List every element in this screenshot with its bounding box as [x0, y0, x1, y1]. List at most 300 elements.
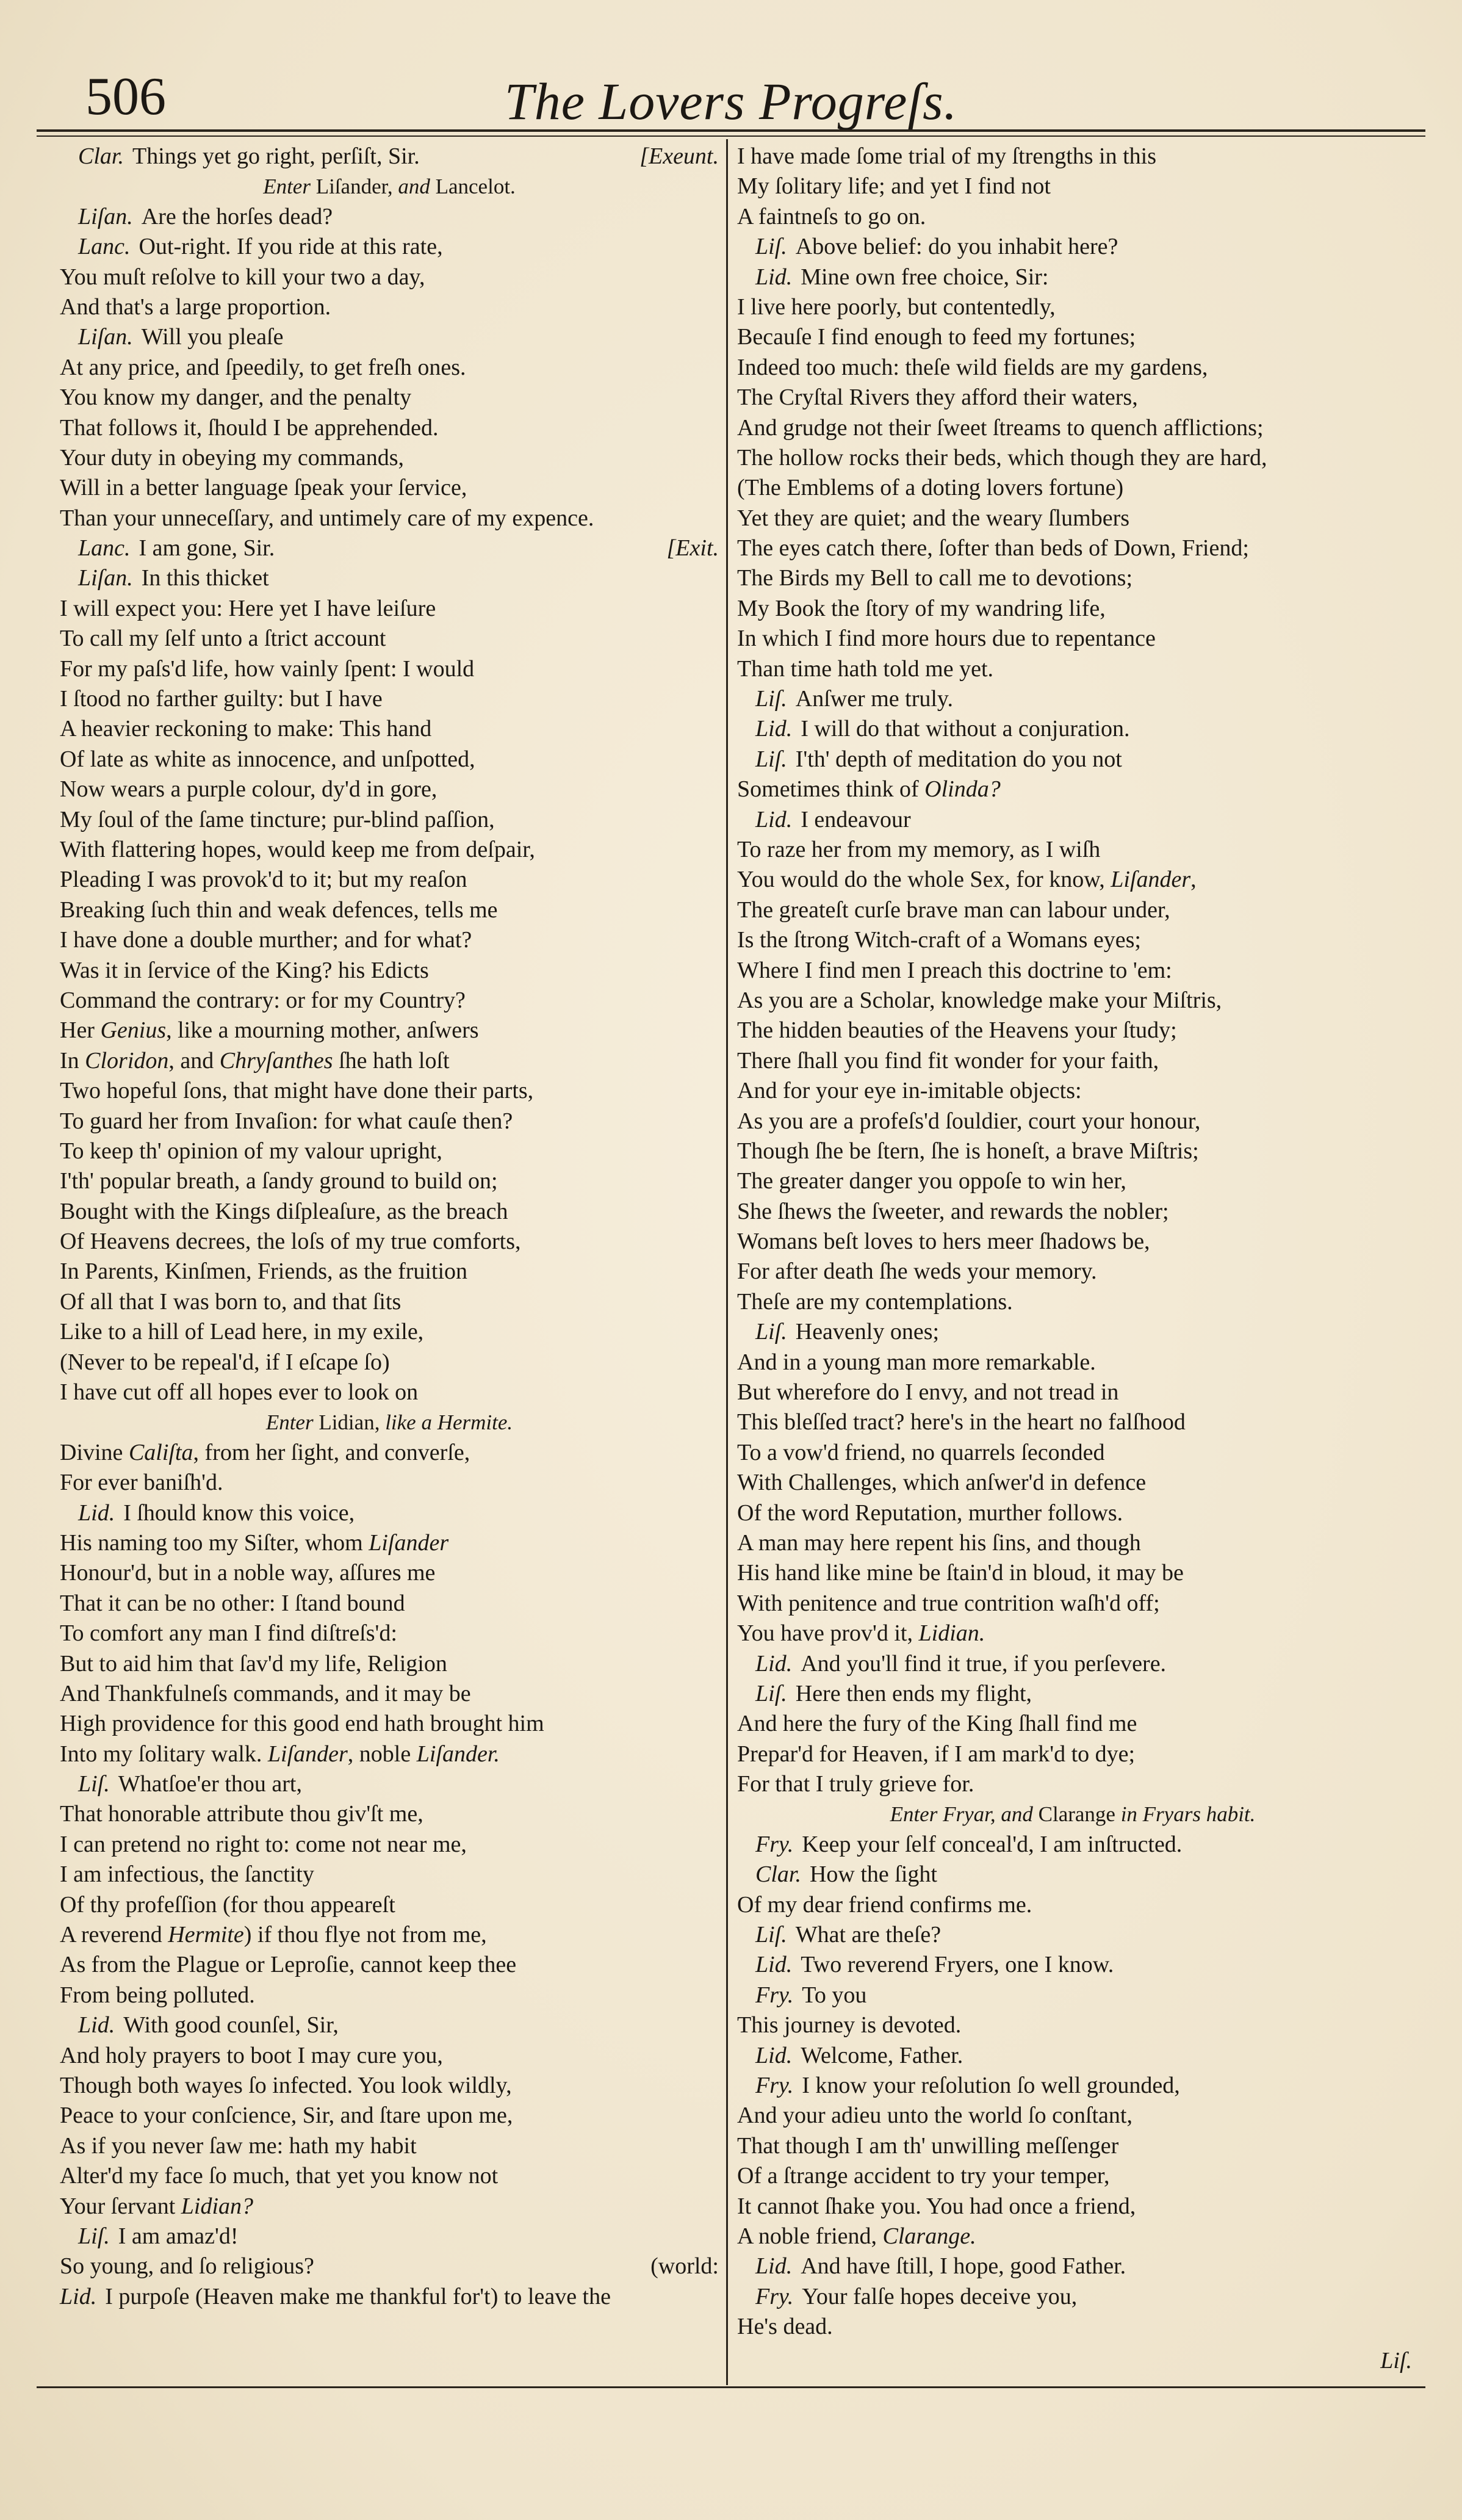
line-text: ſhe hath loſt	[333, 1047, 450, 1074]
left-column	[60, 142, 719, 2312]
stage-direction-text: and	[398, 175, 436, 199]
line-text: There ſhall you find fit wonder for your faith,	[737, 1047, 1159, 1074]
line-text: Sometimes think of	[737, 776, 925, 803]
speaker-prefix: Lid.	[755, 2253, 793, 2280]
line-text: And that's a large proportion.	[60, 294, 331, 320]
speaker-prefix: Liſ.	[755, 234, 787, 260]
line-text: I ſhould know this voice,	[123, 1500, 355, 1526]
line-text: Than your unneceſſary, and untimely care of my expence.	[60, 505, 594, 531]
verse-line	[60, 1468, 719, 1498]
exit-direction: [Exeunt.	[639, 143, 719, 169]
speaker-prefix: Liſ.	[755, 1922, 787, 1948]
line-text: His hand like mine be ſtain'd in bloud, it may be	[737, 1560, 1184, 1586]
verse-line	[60, 745, 719, 774]
line-text: My ſolitary life; and yet I find not	[737, 173, 1051, 200]
line-text: Your falſe hopes deceive you,	[802, 2283, 1078, 2309]
line-text: That though I am th' unwilling meſſenger	[737, 2132, 1119, 2159]
line-text: , like a mourning mother, anſwers	[166, 1017, 479, 1044]
line-text: In	[60, 1047, 85, 1074]
line-text: She ſhews the ſweeter, and rewards the nobler;	[737, 1198, 1169, 1224]
speaker-prefix: Liſ.	[78, 1771, 110, 1797]
line-text: I purpoſe (Heaven make me thankful for't) to leave the	[105, 2283, 611, 2309]
verse-line	[737, 2131, 1408, 2161]
verse-line	[737, 1136, 1408, 1166]
verse-line	[737, 865, 1408, 895]
stage-direction-text: Enter Fryar,	[890, 1802, 1001, 1827]
verse-line	[737, 563, 1408, 593]
verse-line	[60, 232, 719, 262]
verse-line	[737, 443, 1408, 473]
verse-line	[60, 2222, 719, 2251]
line-text: You have prov'd it,	[737, 1620, 919, 1647]
line-text: My ſoul of the ſame tincture; pur-blind paſſion,	[60, 806, 495, 832]
line-text: That honorable attribute thou giv'ſt me,	[60, 1801, 423, 1827]
stage-direction-text: in Fryars habit.	[1120, 1802, 1256, 1827]
line-text: Out-right. If you ride at this rate,	[139, 234, 443, 260]
speaker-prefix: Liſ.	[755, 746, 787, 772]
line-text: Of thy profeſſion (for thou appeareſt	[60, 1891, 395, 1918]
verse-line	[60, 1438, 719, 1468]
speaker-prefix: Fry.	[755, 2073, 794, 2098]
verse-line	[60, 1498, 719, 1528]
verse-line	[737, 232, 1408, 262]
verse-line	[60, 1799, 719, 1829]
verse-line	[737, 202, 1408, 232]
column-divider	[726, 139, 728, 2385]
line-text: How the ſight	[809, 1861, 937, 1888]
verse-line	[737, 2010, 1408, 2040]
line-text: Indeed too much: theſe wild fields are my gardens,	[737, 354, 1208, 380]
line-text: I am gone, Sir.	[139, 535, 275, 561]
speaker-prefix: Lid.	[60, 2283, 97, 2309]
line-text: With Challenges, which anſwer'd in defence	[737, 1470, 1147, 1496]
speaker-prefix: Lid.	[755, 1650, 793, 1677]
verse-line	[60, 714, 719, 744]
line-text: Things yet go right, perſiſt, Sir.	[132, 143, 420, 169]
line-text: Heavenly ones;	[795, 1319, 940, 1345]
verse-line	[737, 986, 1408, 1016]
line-text: Keep your ſelf conceal'd, I am inſtructed.	[802, 1831, 1183, 1857]
verse-line	[737, 1468, 1408, 1498]
verse-line	[737, 2251, 1408, 2281]
verse-line	[60, 142, 719, 171]
verse-line	[737, 684, 1408, 714]
verse-line	[737, 2161, 1408, 2191]
verse-line	[60, 533, 719, 563]
verse-line	[737, 895, 1408, 925]
line-text: Liſander	[1111, 867, 1191, 893]
verse-line	[737, 1166, 1408, 1196]
line-text: With penitence and true contrition waſh'd off;	[737, 1590, 1160, 1616]
line-text: Of a ſtrange accident to try your temper,	[737, 2163, 1110, 2189]
line-text: To you	[802, 1982, 867, 2008]
verse-line	[737, 2192, 1408, 2222]
line-text: I will expect you: Here yet I have leiſure	[60, 595, 436, 621]
verse-line	[60, 986, 719, 1016]
line-text: You would do the whole Sex, for know,	[737, 867, 1111, 893]
line-text: Is the ſtrong Witch-craft of a Womans eyes;	[737, 927, 1141, 953]
header-rule-thin	[37, 135, 1425, 137]
speaker-prefix: Lanc.	[78, 535, 131, 561]
line-text: Above belief: do you inhabit here?	[795, 234, 1118, 260]
verse-line	[737, 1046, 1408, 1076]
verse-line	[60, 353, 719, 383]
line-text: You muſt reſolve to kill your two a day,	[60, 264, 425, 290]
verse-line	[737, 835, 1408, 865]
line-text: From being polluted.	[60, 1982, 255, 2008]
stage-direction-text: Lidian,	[319, 1410, 386, 1435]
verse-line	[60, 443, 719, 473]
verse-line	[60, 322, 719, 352]
verse-line	[737, 1830, 1408, 1860]
line-text: (Never to be repeal'd, if I eſcape ſo)	[60, 1349, 390, 1375]
line-text: I know your reſolution ſo well grounded,	[802, 2073, 1180, 2098]
line-text: And Thankfulneſs commands, and it may be	[60, 1680, 471, 1706]
line-text: , noble	[347, 1741, 417, 1767]
verse-line	[60, 1709, 719, 1739]
line-text: Lidian.	[918, 1620, 985, 1647]
verse-line	[60, 594, 719, 624]
line-text: And have ſtill, I hope, good Father.	[801, 2253, 1126, 2280]
verse-line	[737, 714, 1408, 744]
line-text: I can pretend no right to: come not near me,	[60, 1831, 467, 1857]
line-text: The eyes catch there, ſofter than beds of Down, Friend;	[737, 535, 1249, 561]
line-text: Theſe are my contemplations.	[737, 1288, 1013, 1315]
line-text: A reverend	[60, 1922, 168, 1948]
line-text: Welcome, Father.	[801, 2042, 963, 2068]
line-text: A man may here repent his ſins, and though	[737, 1529, 1141, 1556]
line-text: Anſwer me truly.	[795, 686, 953, 712]
line-text: I have cut off all hopes ever to look on	[60, 1379, 419, 1406]
verse-line	[737, 1920, 1408, 1950]
verse-line	[737, 1498, 1408, 1528]
line-text: Like to a hill of Lead here, in my exile,	[60, 1319, 424, 1345]
line-text: Of the word Reputation, murther follows.	[737, 1500, 1123, 1526]
verse-line	[737, 1649, 1408, 1679]
verse-line	[60, 1257, 719, 1287]
line-text: Genius	[100, 1017, 167, 1044]
line-text: Prepar'd for Heaven, if I am mark'd to dye;	[737, 1741, 1136, 1767]
speaker-prefix: Liſan.	[78, 565, 133, 591]
line-text: Peace to your conſcience, Sir, and ſtare upon me,	[60, 2103, 513, 2129]
turnover-text: (world:	[650, 2253, 719, 2280]
verse-line	[737, 1860, 1408, 1890]
line-text: I am amaz'd!	[118, 2223, 239, 2249]
verse-line	[737, 1528, 1408, 1558]
verse-line	[60, 895, 719, 925]
verse-line	[60, 2101, 719, 2131]
line-text: Though ſhe be ſtern, ſhe is honeſt, a brave Miſtris;	[737, 1138, 1199, 1164]
verse-line	[737, 1317, 1408, 1347]
line-text: But wherefore do I envy, and not tread in	[737, 1379, 1119, 1406]
verse-line	[737, 262, 1408, 292]
verse-line	[60, 262, 719, 292]
line-text: The greater danger you oppoſe to win her,	[737, 1168, 1126, 1194]
line-text: Bought with the Kings diſpleaſure, as the breach	[60, 1198, 508, 1224]
line-text: Clarange.	[882, 2223, 976, 2249]
verse-line	[737, 1287, 1408, 1317]
verse-line	[60, 202, 719, 232]
verse-line	[60, 1107, 719, 1136]
speaker-prefix: Liſan.	[78, 324, 133, 350]
line-text: My Book the ſtory of my wandring life,	[737, 595, 1106, 621]
verse-line	[60, 1377, 719, 1407]
verse-line	[737, 1197, 1408, 1227]
line-text: With flattering hopes, would keep me from deſpair,	[60, 836, 535, 862]
line-text: In Parents, Kinſmen, Friends, as the fruition	[60, 1258, 468, 1285]
verse-line	[737, 1377, 1408, 1407]
line-text: The Cryſtal Rivers they afford their waters,	[737, 384, 1138, 411]
verse-line	[60, 805, 719, 835]
line-text: Alter'd my face ſo much, that yet you know not	[60, 2163, 499, 2189]
verse-line	[737, 292, 1408, 322]
verse-line	[737, 1769, 1408, 1799]
verse-line	[60, 956, 719, 986]
verse-line	[737, 1348, 1408, 1377]
speaker-prefix: Fry.	[755, 2283, 794, 2309]
speaker-prefix: Liſ.	[755, 1680, 787, 1706]
verse-line	[737, 2222, 1408, 2251]
line-text: Command the contrary: or for my Country?	[60, 987, 466, 1013]
line-text: The Birds my Bell to call me to devotions;	[737, 565, 1133, 591]
line-text: The hollow rocks their beds, which though they are hard,	[737, 444, 1267, 471]
line-text: Of all that I was born to, and that ſits	[60, 1288, 402, 1315]
line-text: Two hopeful ſons, that might have done their parts,	[60, 1078, 534, 1104]
line-text: As you are a profeſs'd ſouldier, court your honour,	[737, 1108, 1201, 1134]
right-column	[737, 142, 1408, 2342]
line-text: Liſander	[369, 1529, 449, 1556]
catchword: Liſ.	[1380, 2348, 1412, 2374]
verse-line	[737, 2312, 1408, 2342]
verse-line	[60, 2192, 719, 2222]
line-text: (The Emblems of a doting lovers fortune)	[737, 475, 1124, 501]
line-text: Olinda?	[924, 776, 1001, 803]
stage-direction-text: Liſander,	[315, 175, 398, 199]
line-text: Here then ends my flight,	[795, 1680, 1032, 1706]
line-text: Womans beſt loves to hers meer ſhadows be,	[737, 1229, 1150, 1255]
line-text: I ſtood no farther guilty: but I have	[60, 686, 383, 712]
header-rule	[37, 129, 1425, 132]
verse-line	[737, 2071, 1408, 2101]
line-text: For after death ſhe weds your memory.	[737, 1258, 1097, 1285]
verse-line	[60, 1197, 719, 1227]
verse-line	[60, 1166, 719, 1196]
verse-line	[737, 2101, 1408, 2131]
line-text: Mine own free choice, Sir:	[801, 264, 1049, 290]
speaker-prefix: Lid.	[78, 1500, 115, 1526]
stage-direction	[60, 171, 719, 201]
verse-line	[737, 413, 1408, 443]
line-text: I endeavour	[801, 806, 911, 832]
verse-line	[737, 1619, 1408, 1648]
stage-direction-text: Lancelot.	[435, 175, 516, 199]
verse-line	[737, 925, 1408, 955]
verse-line	[60, 1769, 719, 1799]
line-text: Of late as white as innocence, and unſpotted,	[60, 746, 475, 772]
verse-line	[737, 504, 1408, 533]
line-text: It cannot ſhake you. You had once a friend,	[737, 2193, 1136, 2219]
verse-line	[737, 774, 1408, 804]
stage-direction-text: like a Hermite.	[385, 1410, 513, 1435]
line-text: To comfort any man I find diſtreſs'd:	[60, 1620, 397, 1647]
verse-line	[737, 2282, 1408, 2312]
footer-rule	[37, 2386, 1425, 2388]
line-text: Where I find men I preach this doctrine to 'em:	[737, 957, 1172, 983]
verse-line	[737, 2041, 1408, 2071]
verse-line	[737, 171, 1408, 201]
verse-line	[737, 533, 1408, 563]
verse-line	[60, 1076, 719, 1106]
line-text: Caliſta	[128, 1439, 193, 1465]
speaker-prefix: Clar.	[755, 1861, 801, 1888]
verse-line	[737, 1076, 1408, 1106]
verse-line	[60, 865, 719, 895]
verse-line	[60, 684, 719, 714]
line-text: And for your eye in-imitable objects:	[737, 1078, 1082, 1104]
verse-line	[737, 1679, 1408, 1709]
line-text: The greateſt curſe brave man can labour under,	[737, 897, 1170, 923]
verse-line	[737, 1709, 1408, 1739]
line-text: A faintneſs to go on.	[737, 203, 926, 229]
line-text: He's dead.	[737, 2314, 833, 2340]
verse-line	[737, 142, 1408, 171]
line-text: Into my ſolitary walk.	[60, 1741, 268, 1767]
verse-line	[737, 956, 1408, 986]
line-text: And here the fury of the King ſhall find me	[737, 1711, 1137, 1737]
verse-line	[737, 624, 1408, 654]
line-text: So young, and ſo religious?	[60, 2253, 314, 2280]
verse-line	[60, 624, 719, 654]
speaker-prefix: Lid.	[755, 2042, 793, 2068]
line-text: This journey is devoted.	[737, 2012, 962, 2038]
verse-line	[737, 1890, 1408, 1920]
speaker-prefix: Lid.	[755, 264, 793, 290]
speaker-prefix: Liſ.	[755, 686, 787, 712]
line-text: Divine	[60, 1439, 129, 1465]
verse-line	[60, 1558, 719, 1588]
verse-line	[737, 654, 1408, 684]
line-text: I will do that without a conjuration.	[801, 716, 1130, 742]
verse-line	[60, 2010, 719, 2040]
line-text: For ever baniſh'd.	[60, 1470, 223, 1496]
verse-line	[60, 835, 719, 865]
verse-line	[60, 2251, 719, 2281]
speaker-prefix: Clar.	[78, 143, 124, 169]
verse-line	[60, 1136, 719, 1166]
line-text: For my paſs'd life, how vainly ſpent: I would	[60, 655, 475, 682]
verse-line	[60, 1589, 719, 1619]
line-text: High providence for this good end hath brought him	[60, 1711, 544, 1737]
verse-line	[60, 1830, 719, 1860]
line-text: That it can be no other: I ſtand bound	[60, 1590, 405, 1616]
line-text: Now wears a purple colour, dy'd in gore,	[60, 776, 438, 803]
line-text: To a vow'd friend, no quarrels ſeconded	[737, 1439, 1105, 1465]
verse-line	[60, 1679, 719, 1709]
line-text: For that I truly grieve for.	[737, 1771, 974, 1797]
verse-line	[737, 1107, 1408, 1136]
verse-line	[737, 322, 1408, 352]
verse-line	[60, 504, 719, 533]
line-text: I have done a double murther; and for what?	[60, 927, 472, 953]
speaker-prefix: Lanc.	[78, 234, 131, 260]
verse-line	[60, 1739, 719, 1769]
verse-line	[60, 563, 719, 593]
verse-line	[60, 1649, 719, 1679]
verse-line	[60, 774, 719, 804]
speaker-prefix: Lid.	[755, 716, 793, 742]
speaker-prefix: Lid.	[78, 2012, 115, 2038]
verse-line	[737, 1438, 1408, 1468]
verse-line	[60, 2282, 719, 2312]
line-text: His naming too my Siſter, whom	[60, 1529, 369, 1556]
line-text: , from her ſight, and converſe,	[193, 1439, 470, 1465]
verse-line	[737, 1407, 1408, 1437]
verse-line	[60, 1287, 719, 1317]
stage-direction-text: and	[1001, 1802, 1039, 1827]
speaker-prefix: Fry.	[755, 1982, 794, 2008]
stage-direction	[60, 1407, 719, 1437]
line-text: To raze her from my memory, as I wiſh	[737, 836, 1101, 862]
line-text: At any price, and ſpeedily, to get freſh ones.	[60, 354, 466, 380]
line-text: Honour'd, but in a noble way, aſſures me	[60, 1560, 436, 1586]
line-text: Was it in ſervice of the King? his Edicts	[60, 957, 429, 983]
line-text: As you are a Scholar, knowledge make your Miſtris,	[737, 987, 1222, 1013]
line-text: You know my danger, and the penalty	[60, 384, 412, 411]
line-text: That follows it, ſhould I be apprehended.	[60, 414, 439, 441]
stage-direction-text: Enter	[265, 1410, 319, 1435]
line-text: This bleſſed tract? here's in the heart no falſhood	[737, 1409, 1186, 1435]
line-text: And holy prayers to boot I may cure you,	[60, 2042, 443, 2068]
line-text: In this thicket	[141, 565, 269, 591]
line-text: I have made ſome trial of my ſtrengths in this	[737, 143, 1157, 169]
line-text: Liſander	[267, 1741, 348, 1767]
verse-line	[737, 1257, 1408, 1287]
running-title: The Lovers Progreſs.	[504, 72, 958, 131]
line-text: Than time hath told me yet.	[737, 655, 994, 682]
speaker-prefix: Liſan.	[78, 203, 133, 229]
line-text: What are theſe?	[795, 1922, 942, 1948]
verse-line	[737, 1589, 1408, 1619]
verse-line	[60, 1860, 719, 1890]
verse-line	[60, 2131, 719, 2161]
line-text: , and	[168, 1047, 220, 1074]
page-number: 506	[85, 67, 166, 126]
verse-line	[60, 413, 719, 443]
line-text: I'th' depth of meditation do you not	[795, 746, 1122, 772]
verse-line	[737, 594, 1408, 624]
speaker-prefix: Fry.	[755, 1831, 794, 1857]
verse-line	[60, 292, 719, 322]
speaker-prefix: Lid.	[755, 1952, 793, 1978]
line-text: Will you pleaſe	[141, 324, 284, 350]
line-text: Two reverend Fryers, one I know.	[801, 1952, 1114, 1978]
speaker-prefix: Liſ.	[755, 1319, 787, 1345]
line-text: The hidden beauties of the Heavens your ſtudy;	[737, 1017, 1177, 1044]
line-text: Are the horſes dead?	[141, 203, 333, 229]
verse-line	[737, 1739, 1408, 1769]
line-text: Though both wayes ſo infected. You look wildly,	[60, 2073, 512, 2098]
verse-line	[737, 1558, 1408, 1588]
line-text: And in a young man more remarkable.	[737, 1349, 1096, 1375]
verse-line	[737, 1227, 1408, 1257]
speaker-prefix: Lid.	[755, 806, 793, 832]
line-text: And your adieu unto the world ſo conſtant,	[737, 2103, 1133, 2129]
verse-line	[60, 1980, 719, 2010]
line-text: I am infectious, the ſanctity	[60, 1861, 314, 1888]
line-text: Whatſoe'er thou art,	[118, 1771, 302, 1797]
line-text: In which I find more hours due to repentance	[737, 626, 1156, 652]
line-text: Your ſervant	[60, 2193, 181, 2219]
